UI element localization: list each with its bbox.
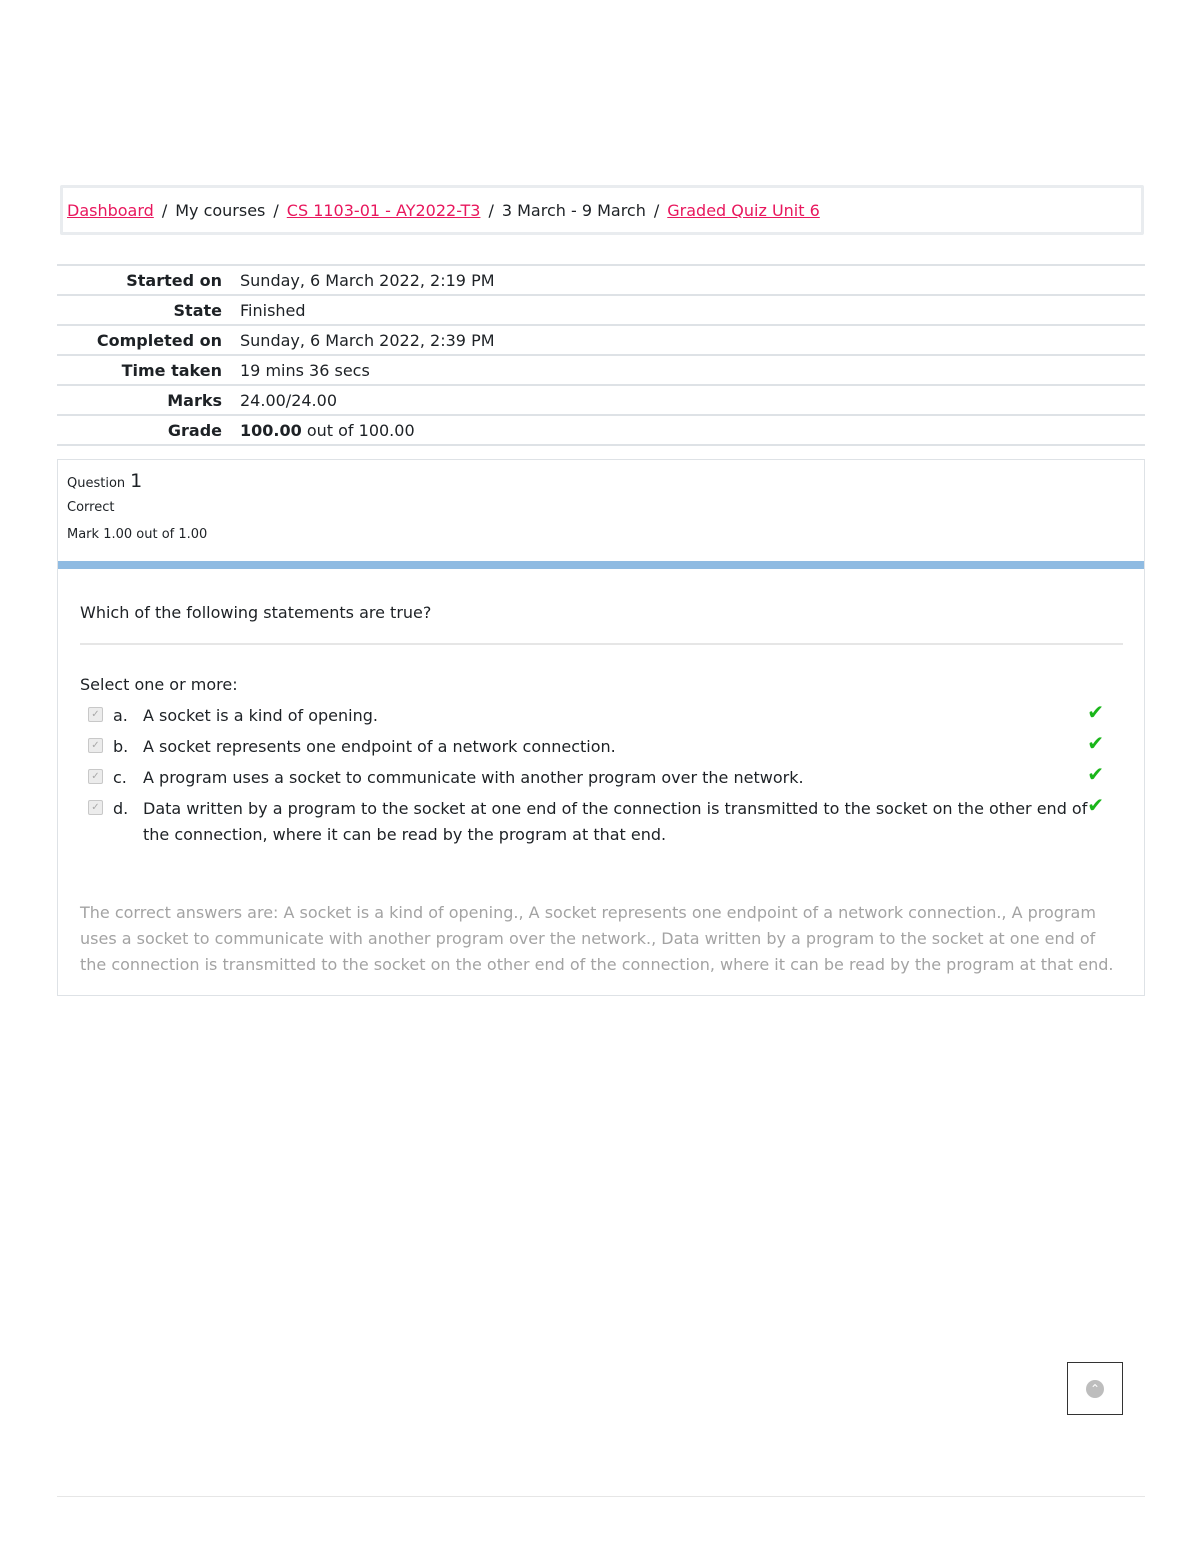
answer-letter: b. xyxy=(113,737,129,756)
question-divider xyxy=(80,643,1123,645)
summary-row-state xyxy=(57,296,1145,326)
answer-text: A socket represents one endpoint of a network connection. xyxy=(143,737,616,756)
answer-prompt: Select one or more: xyxy=(80,675,238,694)
grade-out-of: out of 100.00 xyxy=(306,420,415,440)
grade-value xyxy=(222,421,415,440)
question-mark: Mark 1.00 out of 1.00 xyxy=(67,527,208,542)
answer-text: A program uses a socket to communicate with another program over the network. xyxy=(143,768,804,787)
answer-option-c xyxy=(88,762,1118,791)
breadcrumb-quiz-link[interactable]: Graded Quiz Unit 6 xyxy=(667,200,820,220)
breadcrumb-course-link[interactable]: CS 1103-01 - AY2022-T3 xyxy=(286,200,481,220)
state-label: State xyxy=(173,300,222,320)
answer-letter: a. xyxy=(113,706,128,725)
breadcrumb-my-courses: My courses xyxy=(175,200,266,220)
answer-option-a xyxy=(88,700,1118,729)
breadcrumb-separator: / xyxy=(273,200,279,220)
summary-row-marks xyxy=(57,386,1145,416)
question-label: Question xyxy=(67,476,126,491)
answer-option-b xyxy=(88,731,1118,760)
marks-label: Marks xyxy=(167,390,222,410)
summary-row-started xyxy=(57,266,1145,296)
grade-label: Grade xyxy=(167,420,222,440)
answer-text: A socket is a kind of opening. xyxy=(143,706,378,725)
time-taken-value: 19 mins 36 secs xyxy=(240,360,370,380)
question-formulation xyxy=(58,561,1144,881)
question-info xyxy=(67,470,267,542)
footer-divider xyxy=(57,1496,1145,1497)
breadcrumb-separator: / xyxy=(488,200,494,220)
question-state: Correct xyxy=(67,500,115,515)
answer-checkbox[interactable]: ✓ xyxy=(88,769,103,784)
right-answer-feedback: The correct answers are: A socket is a kind of opening., A socket represents one endpoint of a network connection., A program uses a socket to communicate with another program over the network., Data written by a program to the socket at one end of the connection is transmitted to the socket on the other end of the connection, where it can be read by the program at that end. xyxy=(80,903,1114,974)
summary-row-completed xyxy=(57,326,1145,356)
time-taken-label: Time taken xyxy=(121,360,222,380)
correct-check-icon: ✔ xyxy=(1087,762,1104,786)
question-number xyxy=(67,470,267,496)
answer-checkbox[interactable]: ✓ xyxy=(88,800,103,815)
breadcrumb-week: 3 March - 9 March xyxy=(501,200,646,220)
answer-checkbox[interactable]: ✓ xyxy=(88,738,103,753)
breadcrumb-separator: / xyxy=(653,200,660,220)
answer-letter: c. xyxy=(113,768,127,787)
answer-option-d xyxy=(88,793,1118,848)
completed-on-label: Completed on xyxy=(96,330,222,350)
correct-check-icon: ✔ xyxy=(1087,700,1104,724)
answer-list xyxy=(88,700,1118,853)
correct-check-icon: ✔ xyxy=(1087,731,1104,755)
breadcrumb-dashboard-link[interactable]: Dashboard xyxy=(67,200,154,220)
summary-row-time xyxy=(57,356,1145,386)
chevron-up-icon: ⌃ xyxy=(1086,1380,1104,1398)
answer-letter: d. xyxy=(113,799,129,818)
breadcrumb-separator: / xyxy=(161,200,168,220)
state-value: Finished xyxy=(240,300,306,320)
breadcrumb xyxy=(60,185,1144,235)
attempt-summary-table xyxy=(57,264,1145,446)
question-card xyxy=(57,459,1145,996)
started-on-value: Sunday, 6 March 2022, 2:19 PM xyxy=(240,270,495,290)
grade-score: 100.00 xyxy=(240,420,302,440)
started-on-label: Started on xyxy=(126,270,222,290)
question-text: Which of the following statements are true? xyxy=(80,603,432,622)
question-number-value: 1 xyxy=(130,470,143,492)
answer-checkbox[interactable]: ✓ xyxy=(88,707,103,722)
marks-value: 24.00/24.00 xyxy=(240,390,337,410)
correct-check-icon: ✔ xyxy=(1087,793,1104,817)
completed-on-value: Sunday, 6 March 2022, 2:39 PM xyxy=(240,330,495,350)
summary-row-grade xyxy=(57,416,1145,446)
answer-text: Data written by a program to the socket at one end of the connection is transmitted to the socket on the other end of the connection, where it can be read by the program at that end. xyxy=(143,799,1088,844)
back-to-top-button[interactable] xyxy=(1067,1362,1123,1415)
